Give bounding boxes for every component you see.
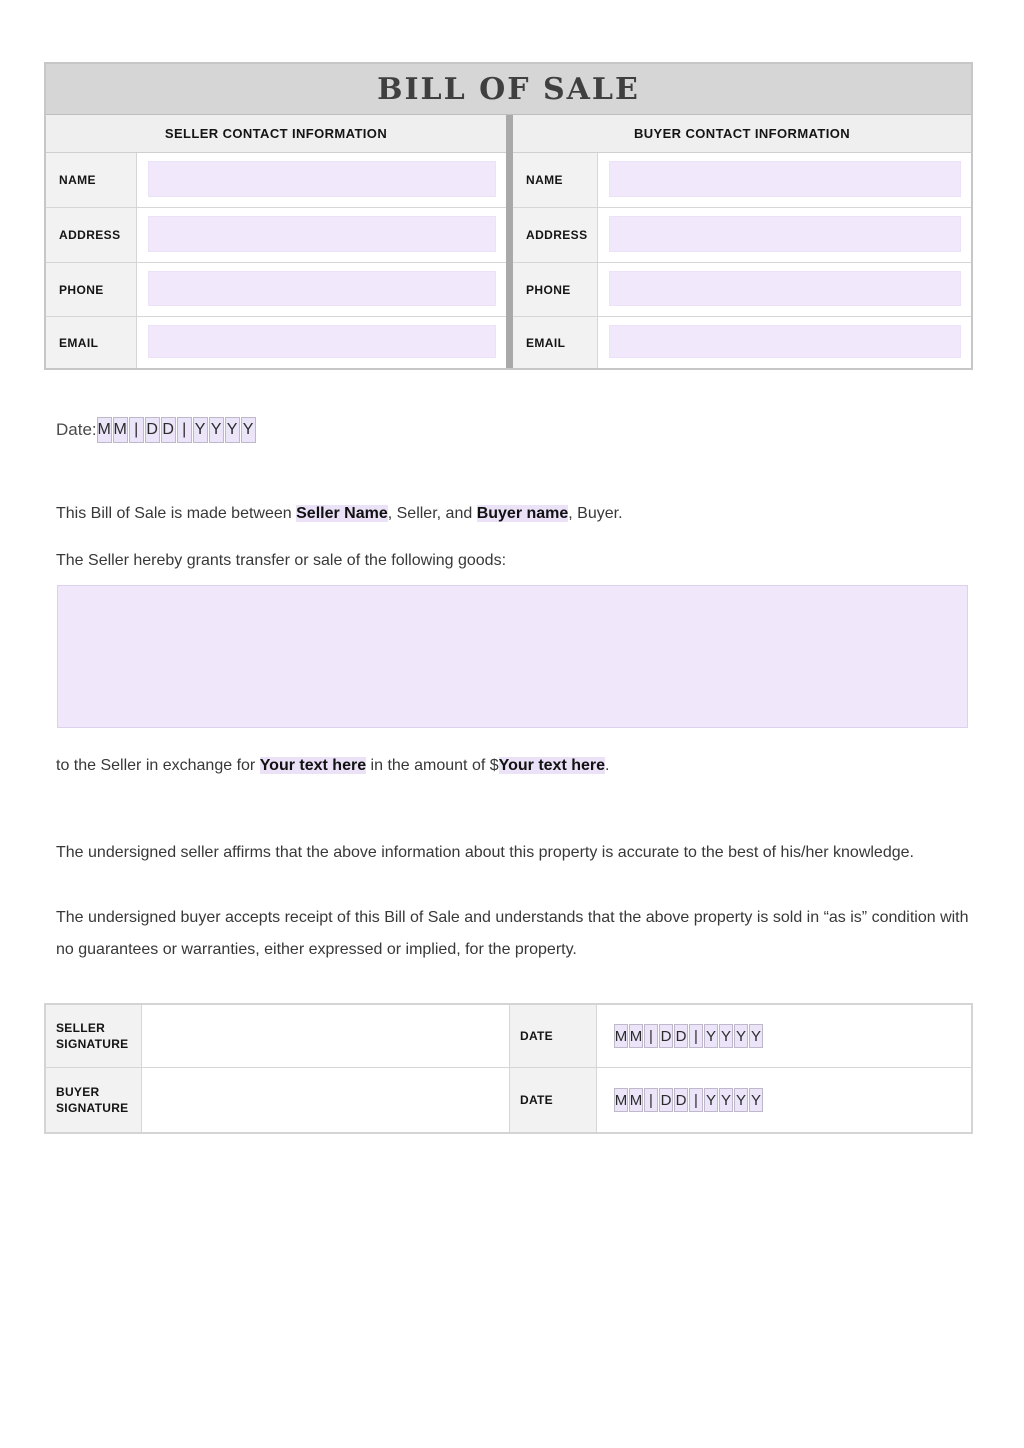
date-char-box[interactable]: Y — [734, 1024, 748, 1048]
date-line — [56, 417, 257, 443]
signature-table — [44, 1003, 973, 1134]
buyer-address-field[interactable] — [609, 216, 961, 252]
buyer-email-label: EMAIL — [513, 317, 598, 368]
buyer-address-cell — [598, 208, 971, 262]
date-char-box[interactable]: Y — [704, 1088, 718, 1112]
buyer-address-label: ADDRESS — [513, 208, 598, 262]
exchange-paragraph — [56, 750, 974, 782]
made-between-paragraph — [56, 498, 974, 530]
date-char-box[interactable]: M — [614, 1088, 628, 1112]
date-char-boxes — [97, 417, 257, 443]
buyer-email-field[interactable] — [609, 325, 961, 358]
buyer-signature-row — [46, 1068, 971, 1132]
buyer-signature-label: BUYER SIGNATURE — [46, 1068, 142, 1132]
date-char-box[interactable]: Y — [225, 417, 240, 443]
seller-signature-row — [46, 1005, 971, 1068]
buyer-name-field[interactable] — [609, 161, 961, 197]
buyer-phone-cell — [598, 263, 971, 316]
seller-signature-label: SELLER SIGNATURE — [46, 1005, 142, 1067]
date-char-box[interactable]: D — [659, 1024, 673, 1048]
table-row — [513, 153, 971, 208]
seller-address-field[interactable] — [148, 216, 496, 252]
seller-contact-section — [46, 115, 506, 368]
date-char-box[interactable]: D — [659, 1088, 673, 1112]
buyer-signature-field[interactable] — [142, 1068, 510, 1132]
date-char-box[interactable]: | — [129, 417, 144, 443]
date-char-box[interactable]: D — [145, 417, 160, 443]
seller-email-cell — [137, 317, 506, 368]
seller-name-label: NAME — [46, 153, 137, 207]
made-between-suffix: , Buyer. — [568, 505, 623, 522]
seller-name-cell — [137, 153, 506, 207]
table-vertical-divider — [506, 115, 513, 368]
seller-phone-label: PHONE — [46, 263, 137, 316]
date-char-box[interactable]: Y — [704, 1024, 718, 1048]
date-char-box[interactable]: M — [113, 417, 128, 443]
date-char-box[interactable]: Y — [209, 417, 224, 443]
seller-name-placeholder[interactable]: Seller Name — [296, 505, 388, 522]
date-char-box[interactable]: M — [629, 1088, 643, 1112]
date-char-box[interactable]: Y — [241, 417, 256, 443]
seller-name-field[interactable] — [148, 161, 496, 197]
date-char-box[interactable]: | — [644, 1024, 658, 1048]
table-row — [46, 263, 506, 317]
exchange-middle: in the amount of $ — [366, 757, 499, 774]
consideration-placeholder[interactable]: Your text here — [259, 757, 367, 774]
goods-description-field[interactable] — [57, 585, 968, 728]
table-row — [513, 317, 971, 368]
seller-phone-cell — [137, 263, 506, 316]
date-char-box[interactable]: Y — [719, 1088, 733, 1112]
contact-info-table — [44, 62, 973, 370]
date-char-box[interactable]: Y — [749, 1024, 763, 1048]
buyer-contact-header: BUYER CONTACT INFORMATION — [513, 115, 971, 153]
seller-address-label: ADDRESS — [46, 208, 137, 262]
exchange-suffix: . — [605, 757, 610, 774]
amount-placeholder[interactable]: Your text here — [498, 757, 606, 774]
date-char-box[interactable]: Y — [749, 1088, 763, 1112]
seller-email-label: EMAIL — [46, 317, 137, 368]
date-char-box[interactable]: D — [674, 1088, 688, 1112]
date-char-box[interactable]: D — [674, 1024, 688, 1048]
date-char-box[interactable]: | — [644, 1088, 658, 1112]
date-char-box[interactable]: M — [629, 1024, 643, 1048]
date-char-box[interactable]: D — [161, 417, 176, 443]
seller-email-field[interactable] — [148, 325, 496, 358]
date-char-box[interactable]: Y — [719, 1024, 733, 1048]
date-char-box[interactable]: | — [689, 1088, 703, 1112]
table-row — [513, 263, 971, 317]
exchange-prefix: to the Seller in exchange for — [56, 757, 260, 774]
page-title: BILL OF SALE — [377, 71, 640, 107]
made-between-middle: , Seller, and — [387, 505, 477, 522]
buyer-date-label: DATE — [510, 1068, 597, 1132]
table-row — [46, 317, 506, 368]
grants-paragraph: The Seller hereby grants transfer or sale of the following goods: — [56, 552, 507, 569]
buyer-date-cell — [597, 1068, 971, 1132]
date-char-box[interactable]: | — [177, 417, 192, 443]
buyer-contact-section — [513, 115, 971, 368]
buyer-affirmation-paragraph: The undersigned buyer accepts receipt of this Bill of Sale and understands that the above property is sold in “as is” condition with no guarantees or warranties, either expressed or implied, for the property. — [56, 909, 969, 958]
date-char-box[interactable]: Y — [734, 1088, 748, 1112]
buyer-name-placeholder[interactable]: Buyer name — [476, 505, 569, 522]
date-char-box[interactable]: M — [614, 1024, 628, 1048]
date-char-box[interactable]: Y — [193, 417, 208, 443]
made-between-prefix: This Bill of Sale is made between — [56, 505, 297, 522]
contact-table-body — [46, 115, 971, 368]
buyer-email-cell — [598, 317, 971, 368]
date-char-box[interactable]: M — [97, 417, 112, 443]
date-label: Date: — [56, 420, 97, 439]
seller-phone-field[interactable] — [148, 271, 496, 306]
seller-date-cell — [597, 1005, 971, 1067]
table-row — [513, 208, 971, 263]
buyer-name-label: NAME — [513, 153, 598, 207]
seller-date-char-boxes — [614, 1024, 764, 1048]
buyer-phone-field[interactable] — [609, 271, 961, 306]
seller-address-cell — [137, 208, 506, 262]
seller-contact-header: SELLER CONTACT INFORMATION — [46, 115, 506, 153]
buyer-name-cell — [598, 153, 971, 207]
buyer-date-char-boxes — [614, 1088, 764, 1112]
seller-date-label: DATE — [510, 1005, 597, 1067]
title-band — [46, 64, 971, 115]
buyer-phone-label: PHONE — [513, 263, 598, 316]
seller-affirmation-paragraph: The undersigned seller affirms that the above information about this property is accurate to the best of his/her knowledge. — [56, 844, 914, 861]
table-row — [46, 153, 506, 208]
table-row — [46, 208, 506, 263]
date-char-box[interactable]: | — [689, 1024, 703, 1048]
seller-signature-field[interactable] — [142, 1005, 510, 1067]
